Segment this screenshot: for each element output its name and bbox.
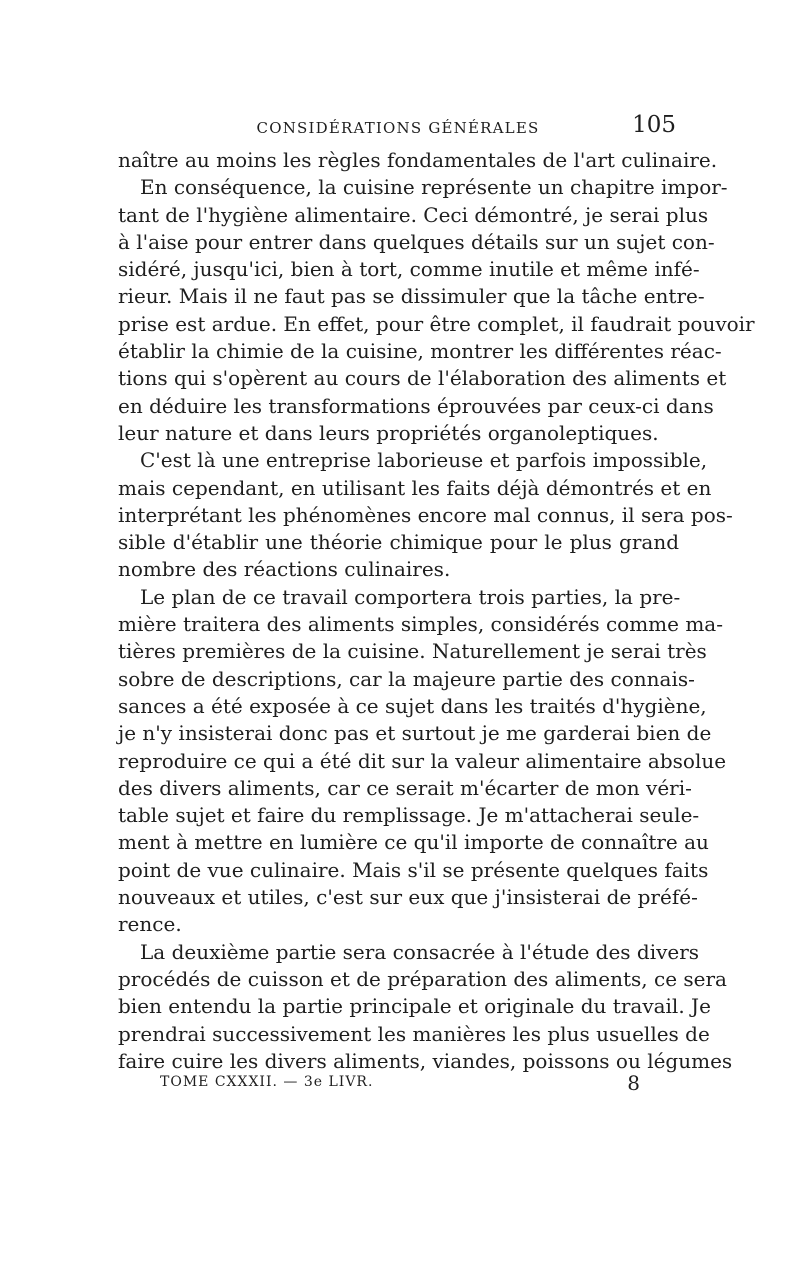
text-line: des divers aliments, car ce serait m'écarter de mon véri- — [118, 775, 692, 800]
text-line: mais cependant, en utilisant les faits déjà démontrés et en — [118, 475, 712, 500]
text-line: sible d'établir une théorie chimique pour le plus grand — [118, 530, 679, 555]
running-title: CONSIDÉRATIONS GÉNÉRALES — [256, 119, 540, 137]
text-line: rieur. Mais il ne faut pas se dissimuler que la tâche entre- — [118, 284, 705, 309]
body-text — [118, 147, 755, 1075]
text-line: sances a été exposée à ce sujet dans les traités d'hygiène, — [118, 693, 707, 718]
text-line: bien entendu la partie principale et originale du travail. Je — [118, 994, 711, 1019]
page-number: 105 — [632, 112, 676, 138]
text-line: prendrai successivement les manières les plus usuelles de — [118, 1021, 710, 1046]
paragraph — [118, 174, 755, 447]
paragraph — [118, 939, 733, 1075]
signature-number: 8 — [627, 1071, 640, 1095]
text-line: point de vue culinaire. Mais s'il se présente quelques faits — [118, 857, 709, 882]
text-line: ment à mettre en lumière ce qu'il importe de connaître au — [118, 830, 709, 855]
text-line: tant de l'hygiène alimentaire. Ceci démontré, je serai plus — [118, 202, 709, 227]
text-line: tions qui s'opèrent au cours de l'élaboration des aliments et — [118, 366, 727, 391]
text-line: En conséquence, la cuisine représente un chapitre impor- — [140, 175, 728, 200]
printer-signature-line — [160, 1071, 640, 1097]
text-line: faire cuire les divers aliments, viandes, poissons ou légumes — [118, 1048, 733, 1073]
text-line: C'est là une entreprise laborieuse et parfois impossible, — [140, 448, 708, 473]
text-line: Le plan de ce travail comportera trois parties, la pre- — [140, 584, 681, 609]
paragraph — [118, 147, 718, 174]
text-line: reproduire ce qui a été dit sur la valeur alimentaire absolue — [118, 748, 727, 773]
text-line: rence. — [118, 912, 182, 937]
text-line: procédés de cuisson et de préparation des aliments, ce sera — [118, 966, 727, 991]
text-line: sidéré, jusqu'ici, bien à tort, comme inutile et même infé- — [118, 257, 700, 282]
paragraph — [118, 584, 727, 939]
text-line: nouveaux et utiles, c'est sur eux que j'insisterai de préfé- — [118, 885, 698, 910]
text-line: table sujet et faire du remplissage. Je m'attacherai seule- — [118, 803, 700, 828]
volume-signature: TOME CXXXII. — 3e LIVR. — [160, 1074, 374, 1090]
text-line: sobre de descriptions, car la majeure partie des connais- — [118, 666, 695, 691]
text-line: à l'aise pour entrer dans quelques détails sur un sujet con- — [118, 229, 715, 254]
text-line: La deuxième partie sera consacrée à l'étude des divers — [140, 939, 700, 964]
text-line: en déduire les transformations éprouvées par ceux-ci dans — [118, 393, 714, 418]
text-line: nombre des réactions culinaires. — [118, 557, 451, 582]
text-line: mière traitera des aliments simples, considérés comme ma- — [118, 612, 723, 637]
text-line: je n'y insisterai donc pas et surtout je me garderai bien de — [118, 721, 712, 746]
text-line: prise est ardue. En effet, pour être complet, il faudrait pouvoir — [118, 311, 755, 336]
text-line: naître au moins les règles fondamentales de l'art culinaire. — [118, 148, 718, 172]
paragraph — [118, 447, 733, 583]
text-line: interprétant les phénomènes encore mal connus, il sera pos- — [118, 502, 733, 527]
text-line: leur nature et dans leurs propriétés organoleptiques. — [118, 420, 659, 445]
text-line: établir la chimie de la cuisine, montrer les différentes réac- — [118, 339, 722, 364]
text-line: tières premières de la cuisine. Naturellement je serai très — [118, 639, 707, 664]
running-header — [118, 112, 678, 142]
